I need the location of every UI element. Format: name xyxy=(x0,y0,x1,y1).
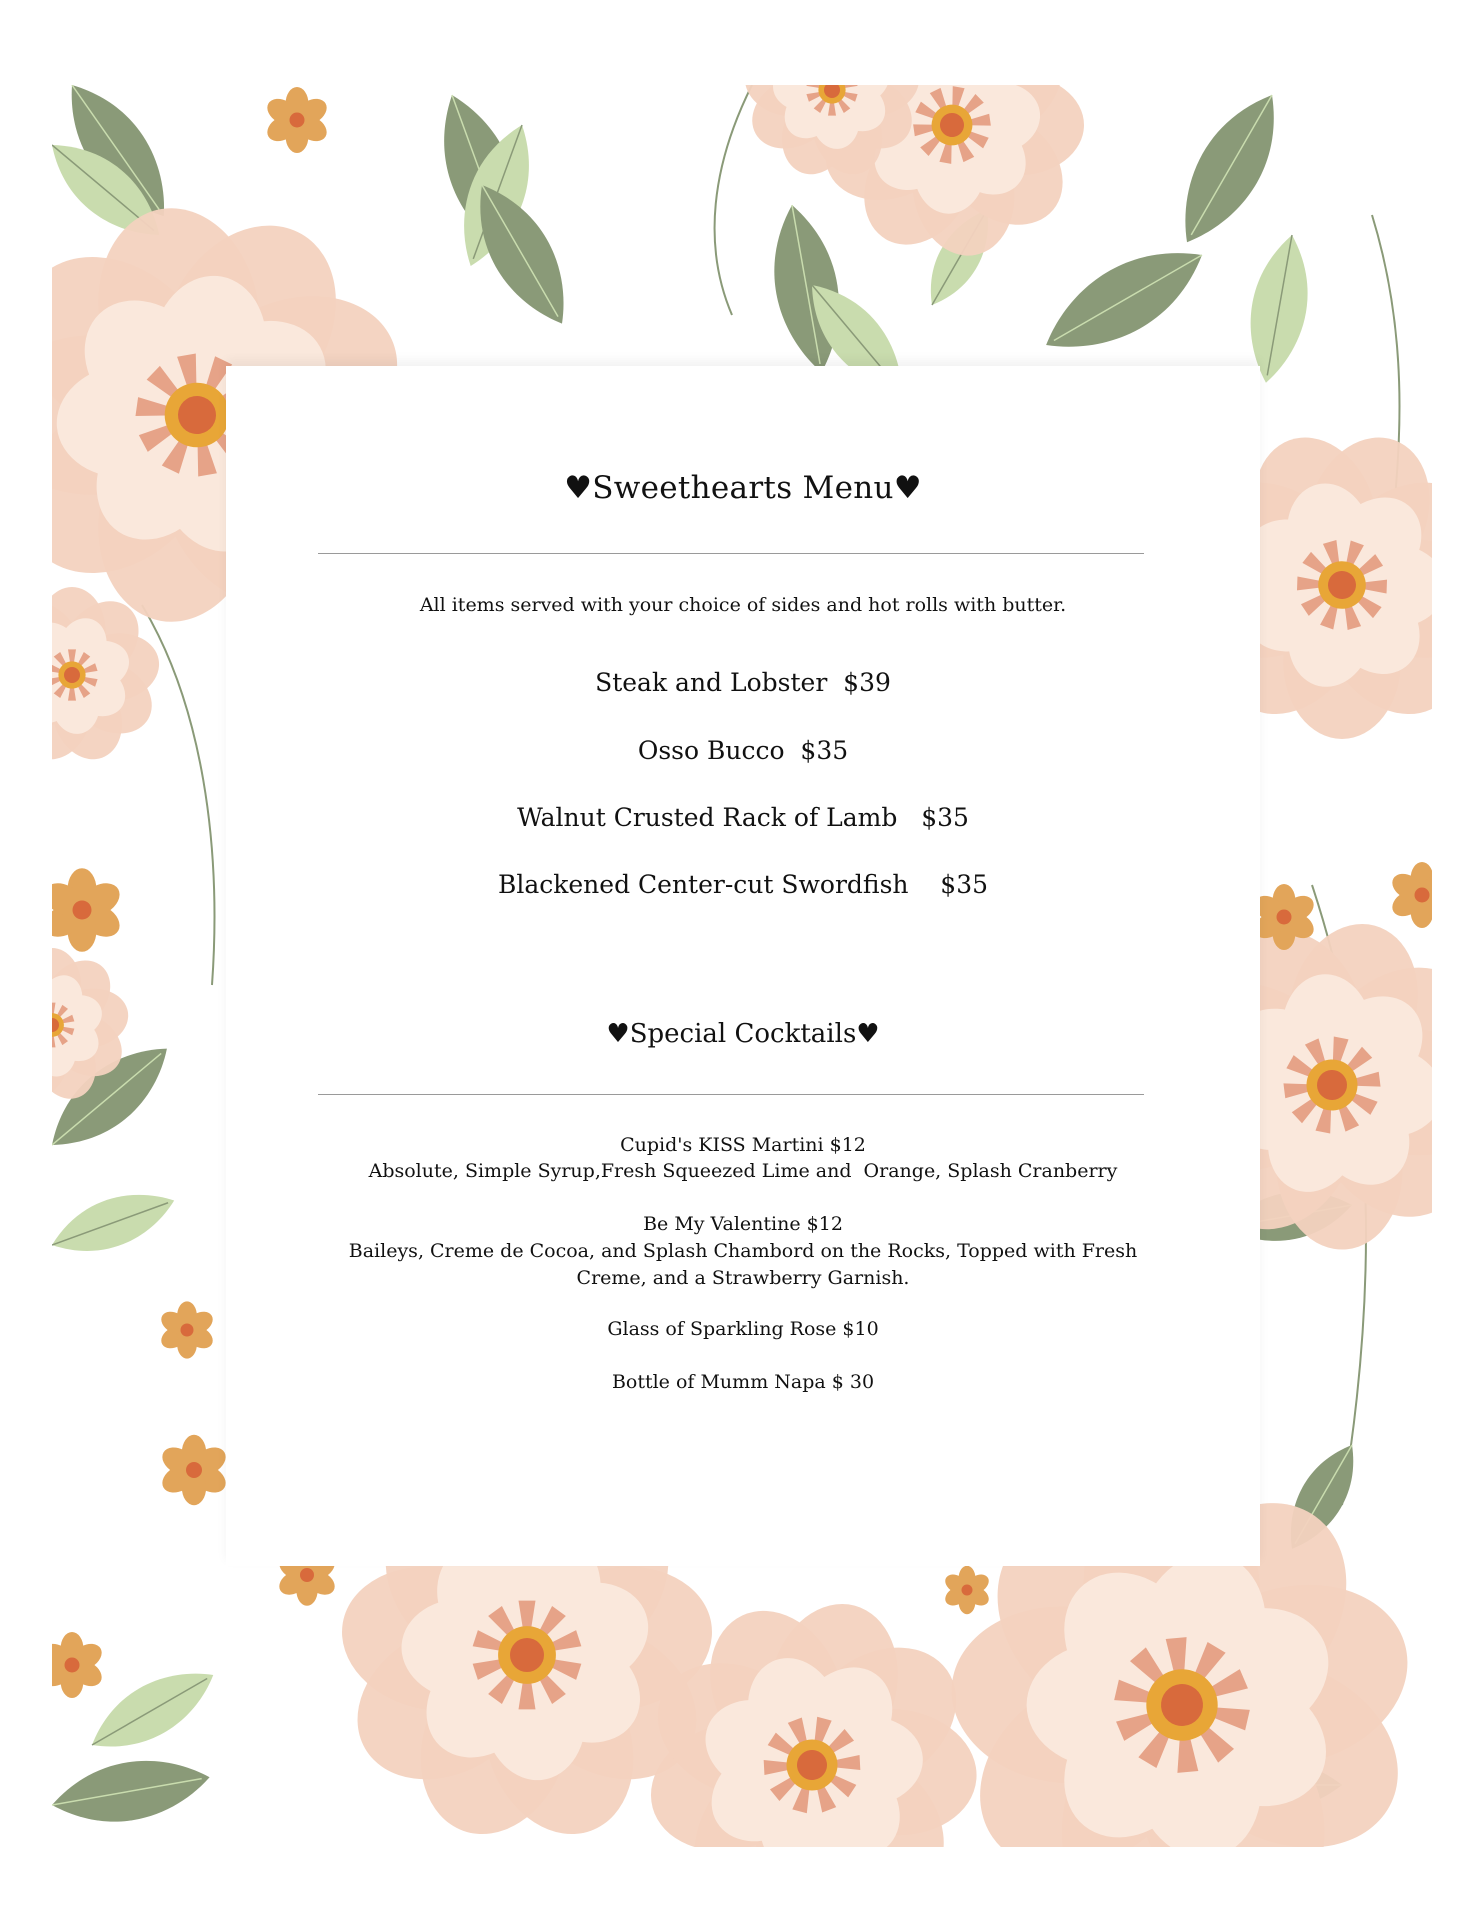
stem-decoration xyxy=(715,85,752,315)
dish-item: Steak and Lobster $39 xyxy=(595,668,891,697)
cocktail-name: Be My Valentine $12 xyxy=(643,1213,843,1235)
leaf-decoration xyxy=(52,1178,182,1267)
small-flower-decoration xyxy=(157,1435,230,1505)
cocktail-description: Creme, and a Strawberry Garnish. xyxy=(576,1267,910,1289)
dish-item: Osso Bucco $35 xyxy=(637,736,849,765)
cocktail-description: Absolute, Simple Syrup,Fresh Squeezed Lime and Orange, Splash Cranberry xyxy=(368,1160,1118,1182)
cocktail-description: Baileys, Creme de Cocoa, and Splash Chambord on the Rocks, Topped with Fresh xyxy=(348,1240,1138,1262)
leaf-decoration xyxy=(1030,227,1219,374)
leaf-decoration xyxy=(52,1749,215,1834)
leaf-decoration xyxy=(1239,230,1319,387)
dish-item: Walnut Crusted Rack of Lamb $35 xyxy=(517,803,969,832)
small-flower-decoration xyxy=(942,1566,992,1614)
cocktail-name: Glass of Sparkling Rose $10 xyxy=(607,1318,879,1340)
small-flower-decoration xyxy=(263,87,332,153)
menu-card xyxy=(226,366,1260,1566)
cocktail-name: Bottle of Mumm Napa $ 30 xyxy=(611,1371,875,1393)
small-flower-decoration xyxy=(157,1301,216,1358)
menu-title: ♥Sweethearts Menu♥ xyxy=(564,470,922,506)
title-divider xyxy=(318,553,1144,554)
cocktail-name: Cupid's KISS Martini $12 xyxy=(620,1134,866,1156)
cocktails-divider xyxy=(318,1094,1144,1095)
small-flower-decoration xyxy=(52,868,125,952)
leaf-decoration xyxy=(1160,85,1298,258)
menu-intro: All items served with your choice of sides and hot rolls with butter. xyxy=(419,594,1067,616)
dish-item: Blackened Center-cut Swordfish $35 xyxy=(497,870,989,899)
small-flower-decoration xyxy=(1388,862,1432,928)
small-flower-decoration xyxy=(52,1632,106,1698)
leaf-decoration xyxy=(79,1653,226,1767)
cocktails-title: ♥Special Cocktails♥ xyxy=(606,1019,880,1049)
